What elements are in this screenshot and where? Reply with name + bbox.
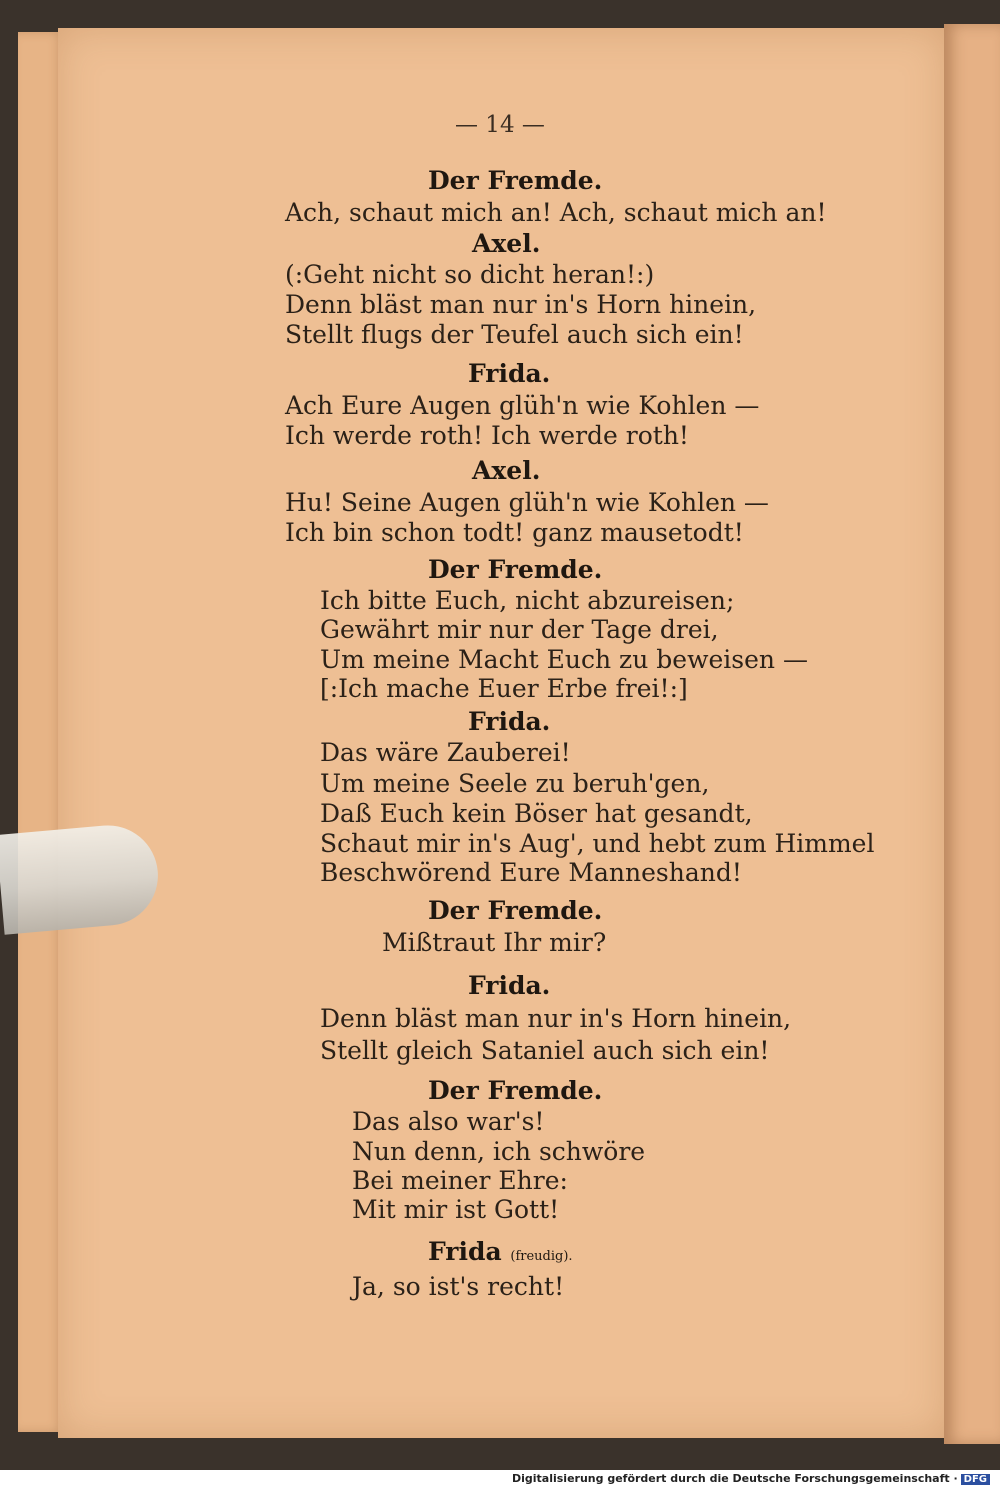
verse-line: Ja, so ist's recht! xyxy=(352,1272,565,1301)
verse-line: (:Geht nicht so dicht heran!:) xyxy=(285,260,655,289)
speaker-heading: Frida. xyxy=(468,707,551,736)
speaker-heading xyxy=(428,1237,573,1266)
verse-line: Stellt gleich Sataniel auch sich ein! xyxy=(320,1036,770,1065)
footer-bar xyxy=(0,1470,1000,1490)
verse-line: Mit mir ist Gott! xyxy=(352,1195,560,1224)
page-number: — 14 — xyxy=(455,112,545,138)
verse-line: Beschwörend Eure Manneshand! xyxy=(320,858,742,887)
footer-credit-text: Digitalisierung gefördert durch die Deutsche Forschungsgemeinschaft · xyxy=(511,1472,958,1485)
verse-line: Nun denn, ich schwöre xyxy=(352,1137,646,1166)
verse-line: Schaut mir in's Aug', und hebt zum Himmel xyxy=(320,829,875,858)
verse-line: Ach Eure Augen glüh'n wie Kohlen — xyxy=(285,391,760,420)
speaker-heading: Der Fremde. xyxy=(428,1076,603,1105)
verse-line: Ich bitte Euch, nicht abzureisen; xyxy=(320,586,735,615)
verse-line: Das wäre Zauberei! xyxy=(320,738,571,767)
speaker-heading: Der Fremde. xyxy=(428,555,603,584)
speaker-heading: Axel. xyxy=(472,456,541,485)
verse-line: Das also war's! xyxy=(352,1107,545,1136)
speaker-heading: Frida. xyxy=(468,971,551,1000)
verse-line: Bei meiner Ehre: xyxy=(352,1166,568,1195)
speaker-name: Frida xyxy=(428,1237,502,1266)
footer-credit xyxy=(512,1472,990,1485)
verse-line: Ach, schaut mich an! Ach, schaut mich an! xyxy=(285,198,827,227)
dfg-logo: DFG xyxy=(961,1474,990,1485)
speaker-heading: Der Fremde. xyxy=(428,896,603,925)
verse-line: Stellt flugs der Teufel auch sich ein! xyxy=(285,320,744,349)
verse-line: Um meine Macht Euch zu beweisen — xyxy=(320,645,808,674)
verse-line: Ich werde roth! Ich werde roth! xyxy=(285,421,689,450)
verse-line: Gewährt mir nur der Tage drei, xyxy=(320,615,719,644)
verse-line: Ich bin schon todt! ganz mausetodt! xyxy=(285,518,744,547)
verse-line: Mißtraut Ihr mir? xyxy=(382,928,607,957)
speaker-heading: Frida. xyxy=(468,359,551,388)
speaker-heading: Axel. xyxy=(472,229,541,258)
verse-line: Denn bläst man nur in's Horn hinein, xyxy=(285,290,757,319)
verse-line: Um meine Seele zu beruh'gen, xyxy=(320,769,710,798)
speaker-heading: Der Fremde. xyxy=(428,166,603,195)
verse-line: [:Ich mache Euer Erbe frei!:] xyxy=(320,674,688,703)
verse-line: Hu! Seine Augen glüh'n wie Kohlen — xyxy=(285,488,769,517)
verse-line: Daß Euch kein Böser hat gesandt, xyxy=(320,799,753,828)
verse-line: Denn bläst man nur in's Horn hinein, xyxy=(320,1004,792,1033)
stage-direction: (freudig). xyxy=(510,1249,573,1264)
